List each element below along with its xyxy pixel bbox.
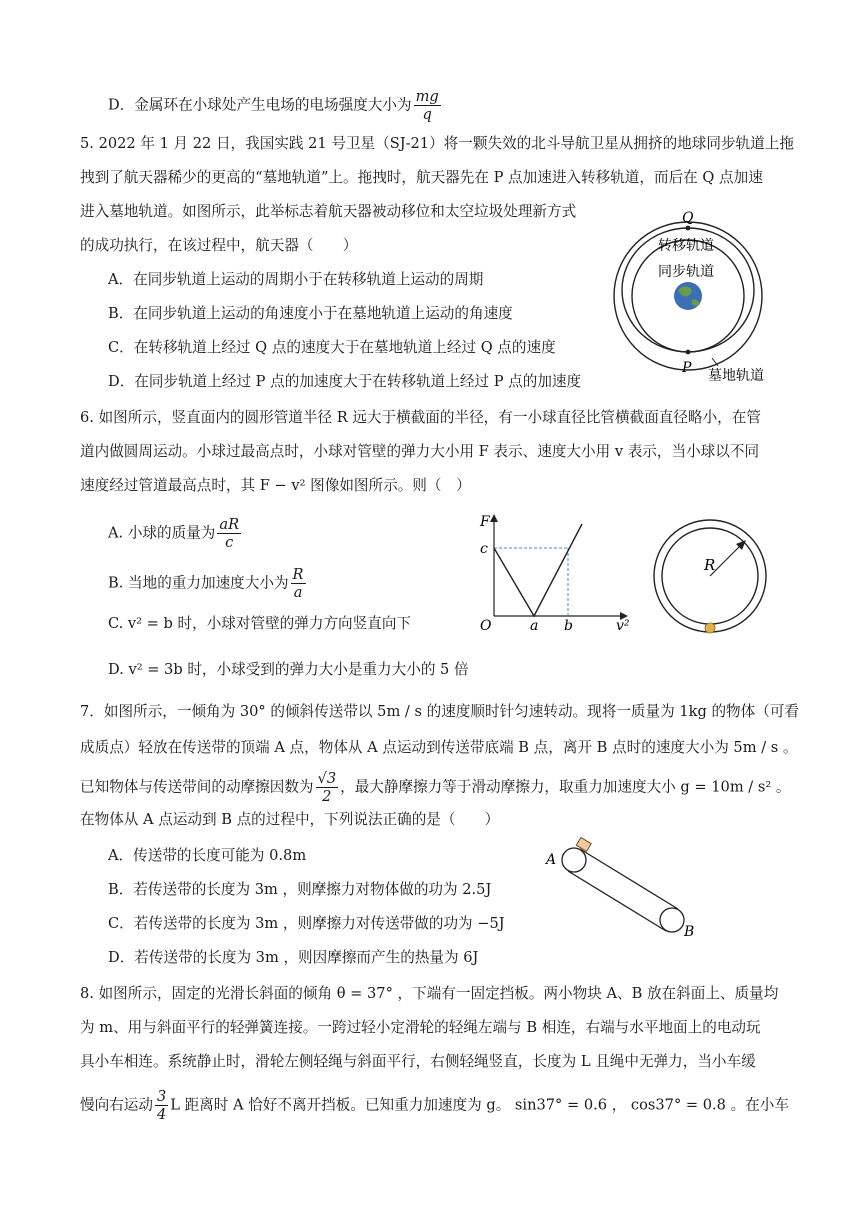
q8-stem-line1: 8. 如图所示，固定的光滑长斜面的倾角 θ = 37° ，下端有一固定挡板。两小物块 A、B 放在斜面上、质量均 bbox=[80, 985, 779, 1002]
q5-stem-line2: 拽到了航天器稀少的更高的“墓地轨道”上。拖拽时，航天器先在 P 点加速进入转移轨道，而后在 Q 点加速 bbox=[80, 169, 763, 186]
q5-option-a: A．在同步轨道上运动的周期小于在转移轨道上运动的周期 bbox=[108, 271, 484, 288]
q6-option-c: C. v² = b 时，小球对管壁的弹力方向竖直向下 bbox=[108, 615, 412, 632]
q6-option-a-fraction: $\frac{aR}{c}$ bbox=[219, 516, 240, 551]
f-v2-graph bbox=[478, 512, 638, 632]
q7-mu-fraction: $\frac{√3}{2}$ bbox=[317, 770, 337, 805]
top-roller bbox=[562, 848, 586, 872]
point-p bbox=[686, 350, 691, 355]
label-f: F bbox=[480, 514, 490, 530]
label-sync-orbit: 同步轨道 bbox=[658, 264, 714, 280]
q8-stem-line2: 为 m、用与斜面平行的轻弹簧连接。一跨过轻小定滑轮的轻绳左端与 B 相连，右端与水平地面上的电动玩 bbox=[80, 1019, 761, 1036]
q5-option-c: C．在转移轨道上经过 Q 点的速度大于在墓地轨道上经过 Q 点的速度 bbox=[108, 339, 556, 356]
q6-option-b-fraction: $\frac{R}{a}$ bbox=[292, 566, 304, 601]
label-a: a bbox=[530, 618, 539, 634]
label-r: R bbox=[704, 556, 716, 574]
label-q: Q bbox=[682, 210, 694, 226]
q7-option-c: C．若传送带的长度为 3m ，则摩擦力对传送带做的功为 −5J bbox=[108, 915, 505, 932]
q7-option-b: B．若传送带的长度为 3m ，则摩擦力对物体做的功为 2.5J bbox=[108, 881, 492, 898]
q6-option-b: B. 当地的重力加速度大小为 $\frac{R}{a}$ bbox=[108, 566, 304, 601]
conveyor-belt-diagram bbox=[540, 838, 710, 948]
label-b: b bbox=[564, 618, 573, 634]
orbit-diagram bbox=[608, 204, 788, 384]
q6-stem-line1: 6. 如图所示，竖直面内的圆形管道半径 R 远大于横截面的半径，有一小球直径比管横截面直径略小，在管 bbox=[80, 409, 761, 426]
point-q bbox=[686, 226, 691, 231]
q5-stem-line3: 进入墓地轨道。如图所示，此举标志着航天器被动移位和太空垃圾处理新方式 bbox=[80, 203, 577, 220]
q4-option-d-fraction: $\frac{mg}{q}$ bbox=[415, 88, 439, 123]
ball-icon bbox=[705, 623, 715, 633]
bottom-roller bbox=[660, 908, 684, 932]
q8-stem-line4: 慢向右运动 $\frac{3}{4}$ L 距离时 A 恰好不离开挡板。已知重力加速度为 g。 sin37° = 0.6 ， cos37° = 0.8 。在小车 bbox=[80, 1088, 789, 1123]
q5-option-d: D．在同步轨道上经过 P 点的加速度大于在转移轨道上经过 P 点的加速度 bbox=[108, 373, 582, 390]
q6-stem-line3: 速度经过管道最高点时，其 F − v² 图像如图所示。则（ ） bbox=[80, 477, 471, 494]
q7-stem-line4: 在物体从 A 点运动到 B 点的过程中，下列说法正确的是（ ） bbox=[80, 811, 500, 828]
label-p: P bbox=[682, 360, 692, 376]
q7-stem-line2: 成质点）轻放在传送带的顶端 A 点，物体从 A 点运动到传送带底端 B 点，离开 B 点时的速度大小为 5m / s 。 bbox=[80, 739, 798, 756]
q6-option-a: A. 小球的质量为 $\frac{aR}{c}$ bbox=[108, 516, 240, 551]
q6-option-d: D. v² = 3b 时，小球受到的弹力大小是重力大小的 5 倍 bbox=[108, 661, 469, 678]
q7-stem-line1: 7．如图所示，一倾角为 30° 的倾斜传送带以 5m / s 的速度顺时针匀速转动。现将一质量为 1kg 的物体（可看 bbox=[80, 703, 800, 720]
q4-option-d-text: D．金属环在小球处产生电场的电场强度大小为 bbox=[108, 96, 412, 114]
label-transfer-orbit: 转移轨道 bbox=[658, 238, 714, 254]
q5-stem-line4: 的成功执行，在该过程中，航天器（ ） bbox=[80, 237, 358, 254]
label-c: c bbox=[480, 541, 488, 557]
q7-stem-line3: 已知物体与传送带间的动摩擦因数为 $\frac{√3}{2}$ ，最大静摩擦力等于滑动摩擦力，取重力加速度大小 g = 10m / s² 。 bbox=[80, 770, 791, 805]
q7-option-a: A．传送带的长度可能为 0.8m bbox=[108, 847, 307, 864]
q4-option-d bbox=[108, 88, 443, 123]
circular-tube-diagram bbox=[650, 516, 770, 636]
q6-stem-line2: 道内做圆周运动。小球过最高点时，小球对管壁的弹力大小用 F 表示、速度大小用 v 表示，当小球以不同 bbox=[80, 443, 760, 460]
belt-upper bbox=[580, 849, 678, 909]
q5-stem-line1: 5. 2022 年 1 月 22 日，我国实践 21 号卫星（SJ-21）将一颗失效的北斗导航卫星从拥挤的地球同步轨道上拖 bbox=[80, 135, 794, 152]
f-curve bbox=[494, 524, 582, 616]
label-o: O bbox=[480, 618, 492, 634]
belt-lower bbox=[568, 871, 666, 931]
label-b: B bbox=[684, 924, 695, 940]
label-grave-orbit: 墓地轨道 bbox=[708, 368, 764, 384]
q8-fraction: $\frac{3}{4}$ bbox=[156, 1088, 167, 1123]
q8-stem-line3: 具小车相连。系统静止时，滑轮左侧轻绳与斜面平行，右侧轻绳竖直，长度为 L 且绳中无弹力，当小车缓 bbox=[80, 1053, 756, 1070]
label-a: A bbox=[546, 852, 557, 868]
q7-option-d: D．若传送带的长度为 3m ，则因摩擦而产生的热量为 6J bbox=[108, 949, 479, 966]
label-v2: v² bbox=[616, 618, 630, 634]
q5-option-b: B．在同步轨道上运动的角速度小于在墓地轨道上运动的角速度 bbox=[108, 305, 513, 322]
